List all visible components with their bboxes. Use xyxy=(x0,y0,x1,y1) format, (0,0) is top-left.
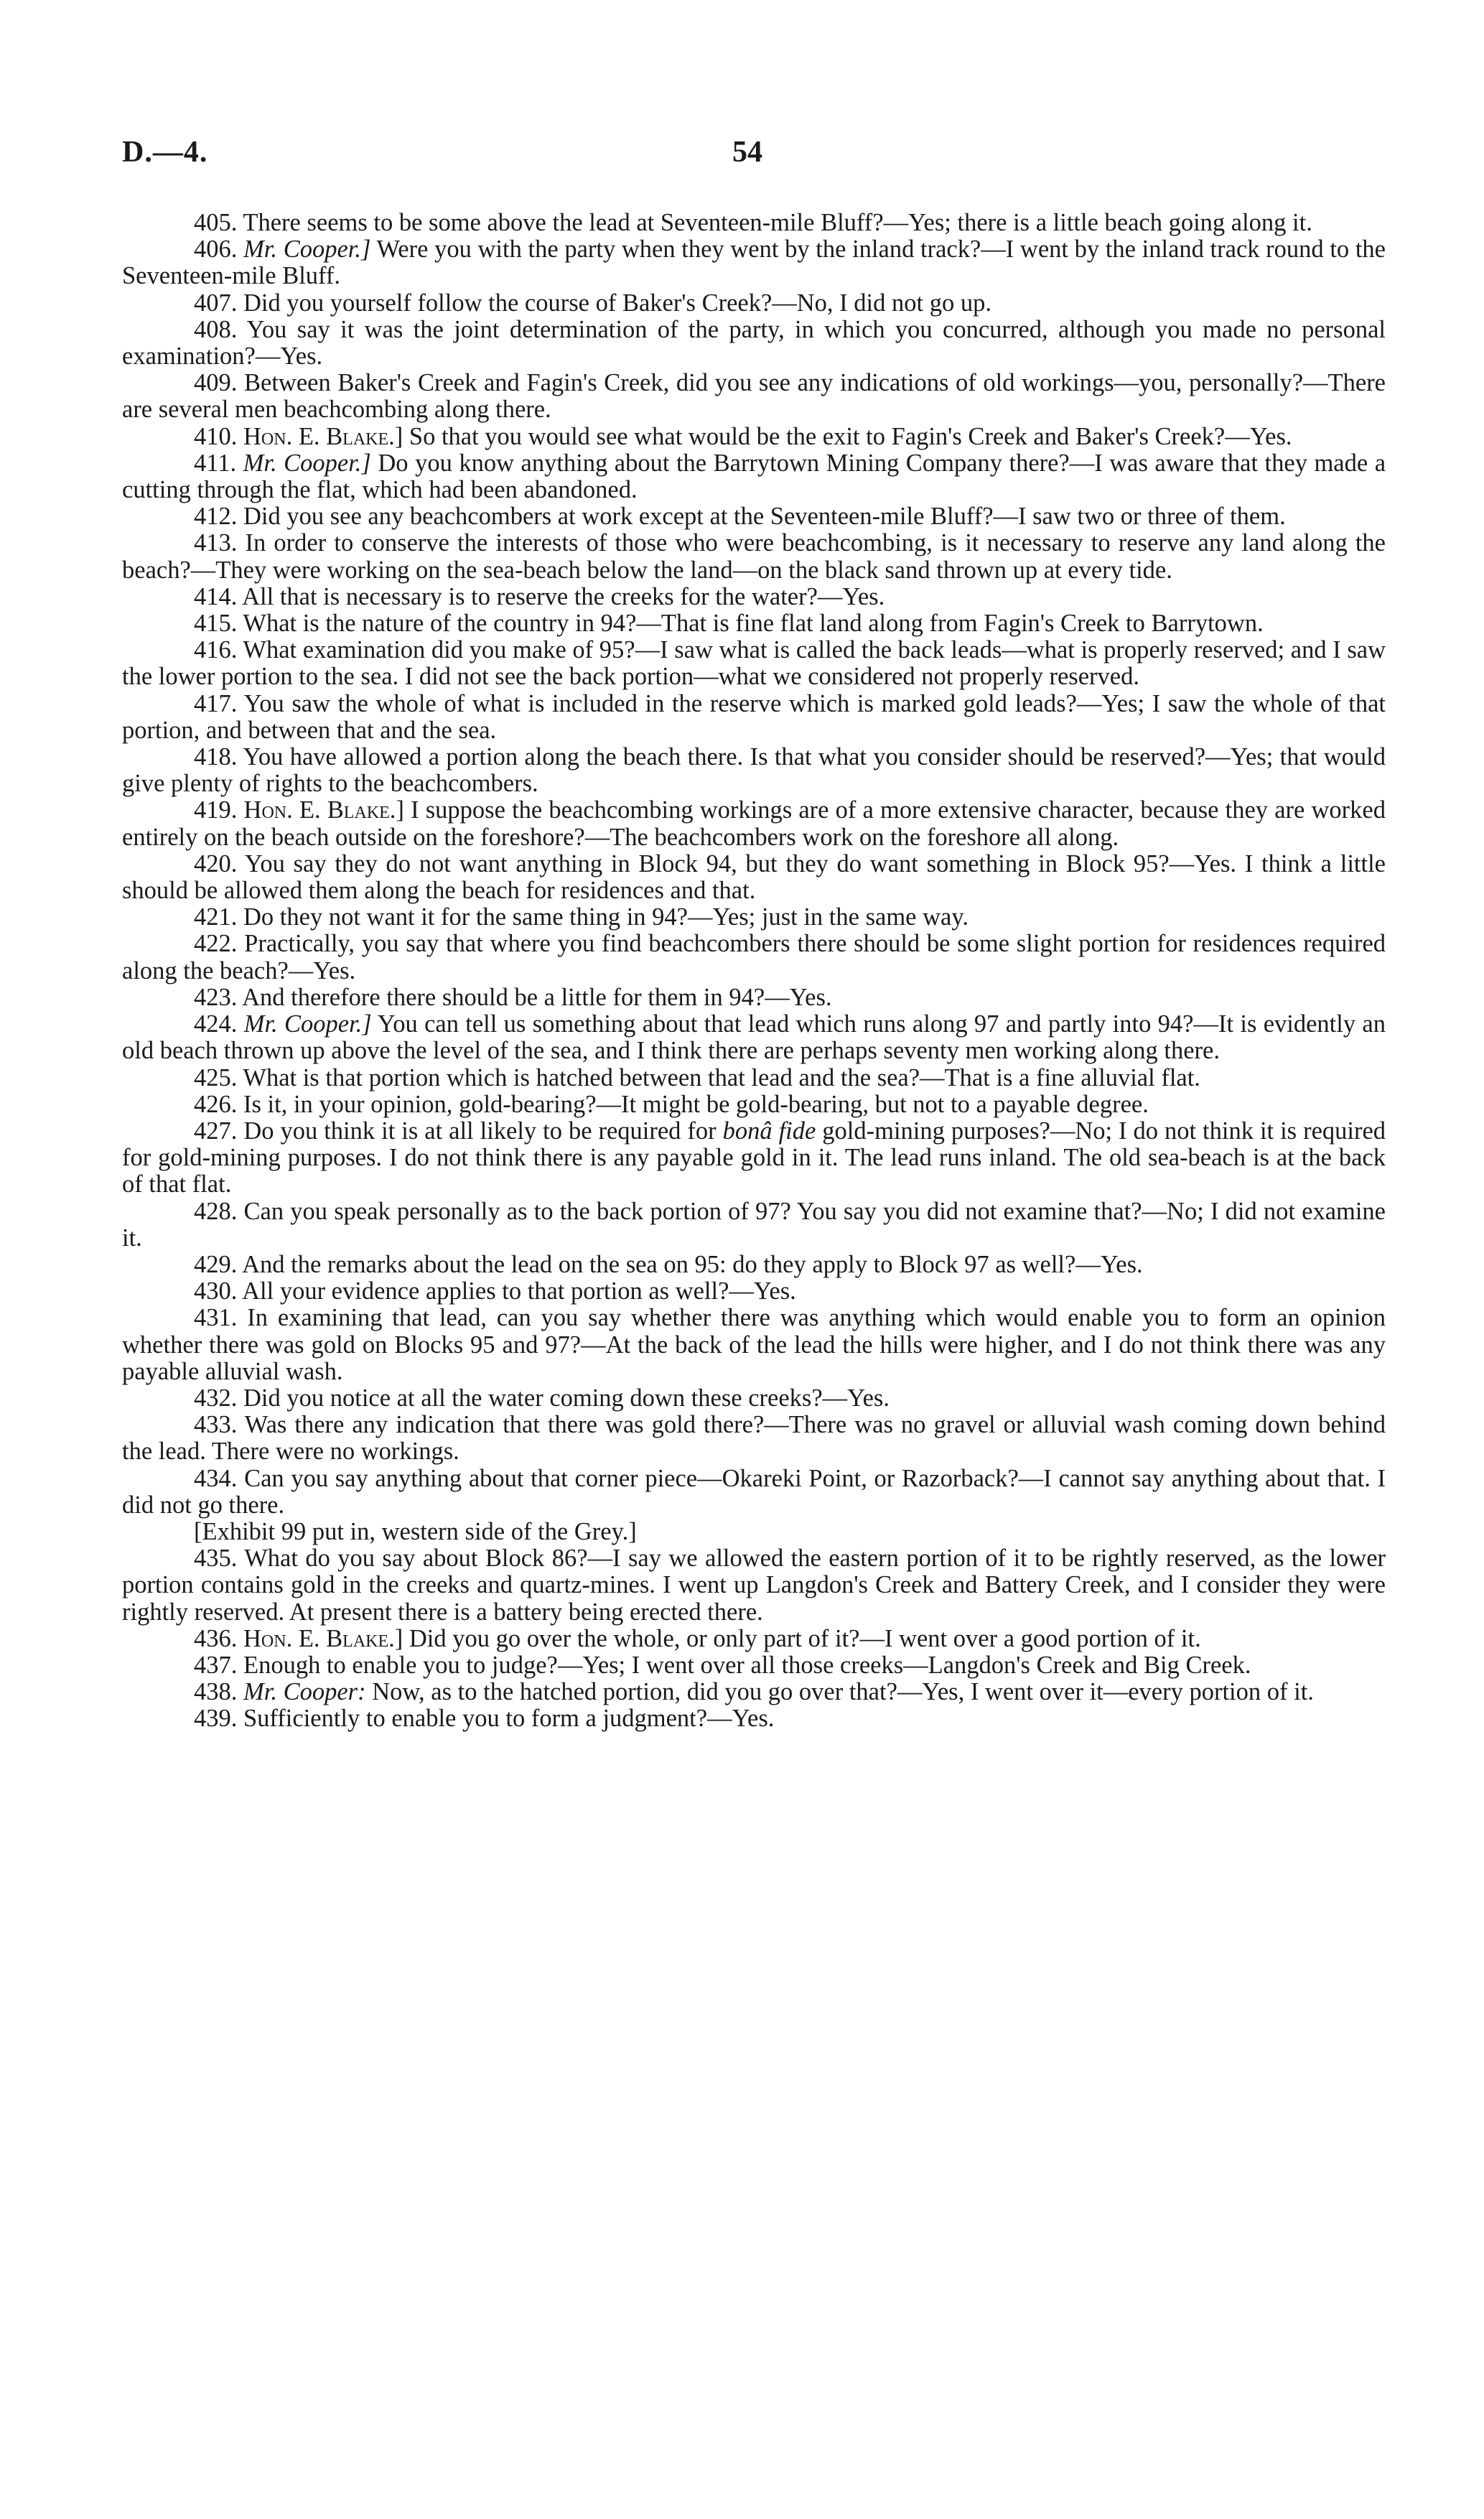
testimony-paragraph xyxy=(122,904,1386,931)
question-number: 428. xyxy=(194,1197,238,1225)
testimony-paragraph xyxy=(122,1252,1386,1278)
testimony-paragraph xyxy=(122,1385,1386,1412)
testimony-paragraph xyxy=(122,744,1386,797)
italic-phrase: bonâ fide xyxy=(722,1117,816,1145)
paragraph-text: I suppose the beachcombing workings are of a more extensive character, because they are worked entirely on the beach outside on the foreshore?—The beachcombers work on the foreshore all along. xyxy=(122,796,1386,851)
question-number: 432. xyxy=(194,1384,238,1412)
speaker-label: Hon. E. Blake.] xyxy=(243,1624,403,1652)
testimony-paragraph xyxy=(122,370,1386,423)
paragraph-text: Practically, you say that where you find beachcombers there should be some slight portion for residences required along the beach?—Yes. xyxy=(122,930,1386,984)
question-number: 439. xyxy=(194,1705,238,1733)
paragraph-text: You say it was the joint determination of the party, in which you concurred, although you made no personal examination?—Yes. xyxy=(122,315,1386,371)
speaker-label: Hon. E. Blake.] xyxy=(243,422,403,450)
question-number: 430. xyxy=(194,1277,238,1305)
paragraph-text: Now, as to the hatched portion, did you go over that?—Yes, I went over it—every portion of it. xyxy=(372,1678,1314,1706)
speaker-label: Mr. Cooper.] xyxy=(243,449,371,477)
question-number: 415. xyxy=(194,610,238,638)
testimony-paragraph xyxy=(122,984,1386,1011)
question-number: 417. xyxy=(194,689,238,717)
paragraph-text: Did you notice at all the water coming down these creeks?—Yes. xyxy=(243,1384,890,1412)
testimony-paragraph xyxy=(122,450,1386,503)
testimony-paragraph xyxy=(122,610,1386,637)
paragraph-text: You can tell us something about that lead which runs along 97 and partly into 94?—It is evidently an old beach thrown up above the level of the sea, and I think there are perhaps seventy men working along there. xyxy=(122,1010,1386,1065)
question-number: 408. xyxy=(194,315,238,343)
question-number: 434. xyxy=(194,1464,238,1492)
paragraph-text: Enough to enable you to judge?—Yes; I went over all those creeks—Langdon's Creek and Big Creek. xyxy=(243,1651,1251,1679)
paragraph-text: In order to conserve the interests of those who were beachcombing, is it necessary to reserve any land along the beach?—They were working on the sea-beach below the land—on the black sand thrown up at every tide. xyxy=(122,529,1386,584)
question-number: 409. xyxy=(194,369,238,397)
testimony-paragraph xyxy=(122,1011,1386,1064)
testimony-paragraph xyxy=(122,1198,1386,1252)
question-number: 405. xyxy=(194,209,238,236)
question-number: 426. xyxy=(194,1090,238,1118)
question-number: 411. xyxy=(194,449,237,477)
testimony-paragraph xyxy=(122,317,1386,370)
speaker-label: Hon. E. Blake.] xyxy=(243,796,404,824)
question-number: 406. xyxy=(194,236,238,264)
paragraph-text: Did you see any beachcombers at work except at the Seventeen-mile Bluff?—I saw two or three of them. xyxy=(243,503,1286,531)
paragraph-text: Between Baker's Creek and Fagin's Creek, did you see any indications of old workings—you, personally?—There are several men beachcombing along there. xyxy=(122,369,1386,424)
testimony-paragraph xyxy=(122,530,1386,583)
paragraph-text: [Exhibit 99 put in, western side of the Grey.] xyxy=(194,1517,637,1545)
paragraph-text: So that you would see what would be the exit to Fagin's Creek and Baker's Creek?—Yes. xyxy=(409,422,1292,450)
question-number: 433. xyxy=(194,1411,238,1439)
paragraph-text: You say they do not want anything in Block 94, but they do want something in Block 95?—Yes. I think a little should be allowed them along the beach for residences and that. xyxy=(122,849,1386,905)
page-header xyxy=(122,135,1386,178)
paragraph-text: gold-mining purposes?—No; I do not think it is required for gold-mining purposes. I do not think there is any payable gold in it. The lead runs inland. The old sea-beach is at the back of that flat. xyxy=(122,1117,1386,1198)
paragraph-text: Do you think it is at all likely to be required for xyxy=(243,1117,723,1145)
paragraph-text: There seems to be some above the lead at Seventeen-mile Bluff?—Yes; there is a little beach going along it. xyxy=(243,209,1312,236)
testimony-paragraph xyxy=(122,1626,1386,1652)
paragraph-text: And the remarks about the lead on the sea on 95: do they apply to Block 97 as well?—Yes. xyxy=(242,1250,1143,1278)
speaker-label: Mr. Cooper: xyxy=(243,1678,366,1706)
testimony-paragraph xyxy=(122,931,1386,984)
question-number: 407. xyxy=(194,289,238,317)
testimony-paragraph xyxy=(122,1466,1386,1519)
testimony-paragraph xyxy=(122,1118,1386,1198)
paragraph-text: Did you go over the whole, or only part of it?—I went over a good portion of it. xyxy=(409,1624,1201,1652)
testimony-paragraph xyxy=(122,1679,1386,1705)
paragraph-text: Do you know anything about the Barrytown Mining Company there?—I was aware that they made a cutting through the flat, which had been abandoned. xyxy=(122,449,1386,504)
paragraph-text: What is that portion which is hatched between that lead and the sea?—That is a fine alluvial flat. xyxy=(243,1063,1200,1091)
speaker-label: Mr. Cooper.] xyxy=(243,1010,372,1038)
paragraph-text: Is it, in your opinion, gold-bearing?—It might be gold-bearing, but not to a payable degree. xyxy=(243,1090,1149,1118)
paragraph-text: All that is necessary is to reserve the creeks for the water?—Yes. xyxy=(242,582,885,610)
question-number: 410. xyxy=(194,422,238,450)
testimony-paragraph xyxy=(122,851,1386,904)
question-number: 429. xyxy=(194,1250,238,1278)
question-number: 421. xyxy=(194,903,238,931)
paragraph-text: In examining that lead, can you say whether there was anything which would enable you to form an opinion whether there was gold on Blocks 95 and 97?—At the back of the lead the hills were higher, and I do not think there was any payable alluvial wash. xyxy=(122,1304,1386,1385)
paragraph-text: What do you say about Block 86?—I say we allowed the eastern portion of it to be rightly reserved, as the lower portion contains gold in the creeks and quartz-mines. I went up Langdon's Creek and Battery Creek, and I consider they were rightly reserved. At present there is a battery being erected there. xyxy=(122,1545,1386,1626)
question-number: 435. xyxy=(194,1545,238,1573)
question-number: 427. xyxy=(194,1117,238,1145)
page-number: 54 xyxy=(732,136,762,169)
paragraph-text: Were you with the party when they went by the inland track?—I went by the inland track round to the Seventeen-mile Bluff. xyxy=(122,236,1386,290)
testimony-paragraph xyxy=(122,1545,1386,1626)
testimony-paragraph xyxy=(122,1305,1386,1385)
question-number: 416. xyxy=(194,636,238,664)
question-number: 437. xyxy=(194,1651,238,1679)
paragraph-text: You have allowed a portion along the beach there. Is that what you consider should be reserved?—Yes; that would give plenty of rights to the beachcombers. xyxy=(122,743,1386,798)
exhibit-note xyxy=(122,1519,1386,1545)
question-number: 414. xyxy=(194,582,238,610)
paragraph-text: What examination did you make of 95?—I saw what is called the back leads—what is properly reserved; and I saw the lower portion to the sea. I did not see the back portion—what we considered not properly reserved. xyxy=(122,636,1386,691)
testimony-paragraph xyxy=(122,290,1386,317)
testimony-paragraph xyxy=(122,1705,1386,1732)
testimony-paragraph xyxy=(122,210,1386,236)
paragraph-text: Was there any indication that there was gold there?—There was no gravel or alluvial wash coming down behind the lead. There were no workings. xyxy=(122,1411,1386,1466)
testimony-paragraph xyxy=(122,691,1386,744)
paragraph-text: And therefore there should be a little for them in 94?—Yes. xyxy=(242,983,832,1011)
question-number: 413. xyxy=(194,529,238,557)
question-number: 425. xyxy=(194,1063,238,1091)
paragraph-text: Sufficiently to enable you to form a judgment?—Yes. xyxy=(243,1705,775,1733)
testimony-paragraph xyxy=(122,584,1386,610)
question-number: 438. xyxy=(194,1678,238,1706)
question-number: 431. xyxy=(194,1304,238,1332)
testimony-paragraph xyxy=(122,1091,1386,1118)
evidence-text xyxy=(122,210,1386,1733)
speaker-label: Mr. Cooper.] xyxy=(243,236,371,264)
testimony-paragraph xyxy=(122,424,1386,450)
question-number: 420. xyxy=(194,849,238,877)
question-number: 412. xyxy=(194,503,238,531)
paragraph-text: You saw the whole of what is included in the reserve which is marked gold leads?—Yes; I saw the whole of that portion, and between that and the sea. xyxy=(122,689,1386,744)
question-number: 424. xyxy=(194,1010,238,1038)
testimony-paragraph xyxy=(122,503,1386,530)
testimony-paragraph xyxy=(122,1065,1386,1091)
question-number: 418. xyxy=(194,743,238,771)
question-number: 436. xyxy=(194,1624,238,1652)
paragraph-text: Can you say anything about that corner piece—Okareki Point, or Razorback?—I cannot say anything about that. I did not go there. xyxy=(122,1464,1386,1519)
testimony-paragraph xyxy=(122,1412,1386,1465)
testimony-paragraph xyxy=(122,1652,1386,1679)
paragraph-text: Can you speak personally as to the back portion of 97? You say you did not examine that?—No; I did not examine it. xyxy=(122,1197,1386,1252)
question-number: 422. xyxy=(194,930,238,958)
testimony-paragraph xyxy=(122,797,1386,850)
paragraph-text: All your evidence applies to that portion as well?—Yes. xyxy=(242,1277,796,1305)
paragraph-text: Did you yourself follow the course of Baker's Creek?—No, I did not go up. xyxy=(243,289,991,317)
question-number: 419. xyxy=(194,796,238,824)
question-number: 423. xyxy=(194,983,238,1011)
testimony-paragraph xyxy=(122,236,1386,289)
testimony-paragraph xyxy=(122,637,1386,690)
testimony-paragraph xyxy=(122,1278,1386,1305)
document-code: D.—4. xyxy=(122,136,208,169)
paragraph-text: What is the nature of the country in 94?—That is fine flat land along from Fagin's Creek to Barrytown. xyxy=(243,610,1264,638)
paragraph-text: Do they not want it for the same thing in 94?—Yes; just in the same way. xyxy=(243,903,969,931)
